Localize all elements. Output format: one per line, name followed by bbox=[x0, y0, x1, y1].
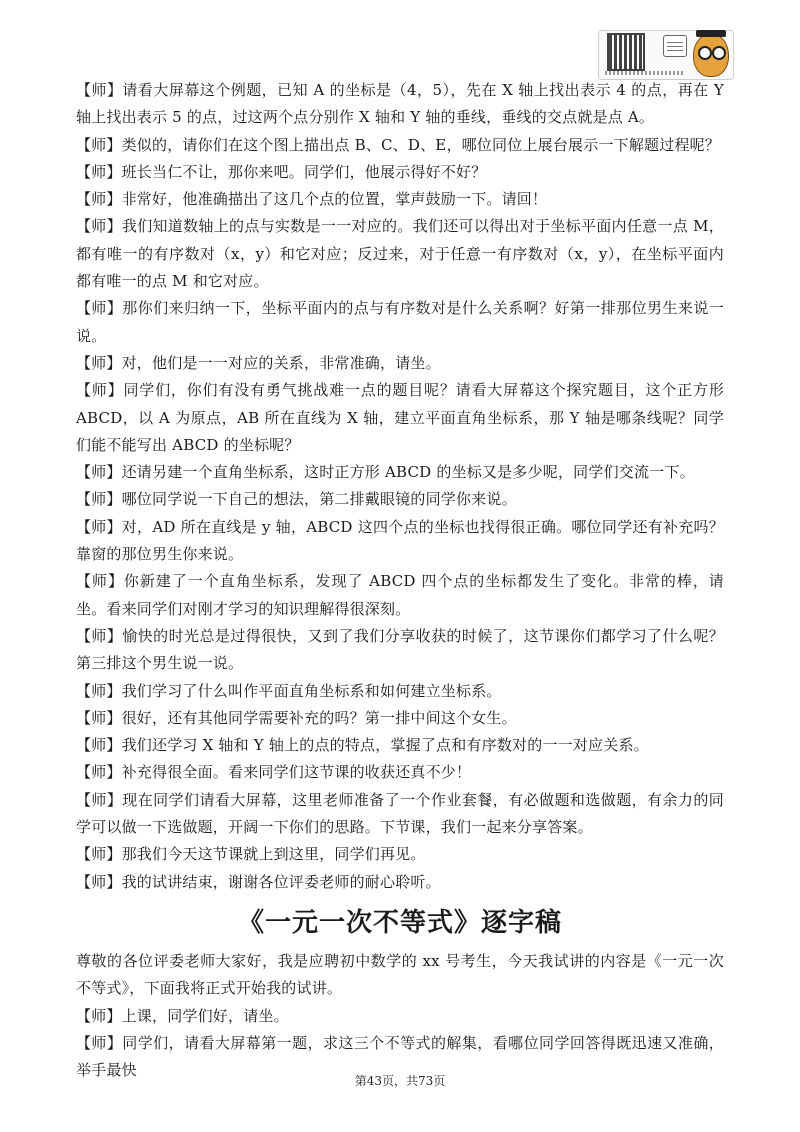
paragraph: 【师】愉快的时光总是过得很快，又到了我们分享收获的时候了，这节课你们都学习了什么呢？第三排这个男生说一说。 bbox=[76, 626, 724, 673]
paragraph: 【师】非常好，他准确描出了这几个点的位置，掌声鼓励一下。请回！ bbox=[76, 190, 548, 209]
paragraph: 【师】对，AD 所在直线是 y 轴，ABCD 这四个点的坐标也找得很正确。哪位同学还有补充吗？靠窗的那位男生你来说。 bbox=[76, 517, 724, 564]
page-footer: 第43页，共73页 bbox=[354, 1074, 446, 1088]
paragraph: 【师】同学们，你们有没有勇气挑战难一点的题目呢？请看大屏幕这个探究题目，这个正方形 ABCD，以 A 为原点，AB 所在直线为 X 轴，建立平面直角坐标系，那 Y 轴是哪条线呢？同学们能不能写出 ABCD 的坐标呢？ bbox=[76, 381, 724, 454]
paragraph: 【师】那我们今天这节课就上到这里，同学们再见。 bbox=[76, 845, 426, 864]
paragraph: 【师】我们还学习 X 轴和 Y 轴上的点的特点，掌握了点和有序数对的一一对应关系。 bbox=[76, 736, 649, 755]
paragraph: 【师】班长当仁不让，那你来吧。同学们，他展示得好不好？ bbox=[76, 162, 487, 181]
document-body bbox=[76, 77, 724, 1084]
paragraph: 【师】上课，同学们好，请坐。 bbox=[76, 1006, 289, 1025]
header-logo-badge bbox=[598, 30, 734, 80]
qr-caption-lines bbox=[605, 71, 685, 75]
paragraph: 【师】现在同学们请看大屏幕，这里老师准备了一个作业套餐，有必做题和选做题，有余力的同学可以做一下选做题，开阔一下你们的思路。下节课，我们一起来分享答案。 bbox=[76, 790, 724, 837]
qr-code-icon bbox=[609, 35, 643, 69]
section-title: 《一元一次不等式》逐字稿 bbox=[237, 907, 562, 938]
paragraph: 【师】同学们，请看大屏幕第一题，求这三个不等式的解集，看哪位同学回答得既迅速又准确，举手最快 bbox=[76, 1033, 724, 1080]
mascot-owl-icon bbox=[693, 33, 729, 77]
paragraph: 【师】我们学习了什么叫作平面直角坐标系和如何建立坐标系。 bbox=[76, 681, 502, 700]
speech-bubble-icon bbox=[663, 35, 687, 57]
paragraph: 【师】你新建了一个直角坐标系，发现了 ABCD 四个点的坐标都发生了变化。非常的棒，请坐。看来同学们对刚才学习的知识理解得很深刻。 bbox=[76, 572, 724, 618]
paragraph: 【师】类似的，请你们在这个图上描出点 B、C、D、E，哪位同位上展台展示一下解题过程呢？ bbox=[76, 135, 721, 154]
paragraph: 尊敬的各位评委老师大家好，我是应聘初中数学的 xx 号考生，今天我试讲的内容是《一元一次不等式》，下面我将正式开始我的试讲。 bbox=[76, 951, 724, 998]
paragraph: 【师】补充得很全面。看来同学们这节课的收获还真不少！ bbox=[76, 763, 472, 782]
paragraph: 【师】我们知道数轴上的点与实数是一一对应的。我们还可以得出对于坐标平面内任意一点 M，都有唯一的有序数对（x，y）和它对应；反过来，对于任意一有序数对（x，y），在坐标平面内都有唯一的点 M 和它对应。 bbox=[76, 217, 724, 291]
paragraph: 【师】还请另建一个直角坐标系，这时正方形 ABCD 的坐标又是多少呢，同学们交流一下。 bbox=[76, 463, 695, 482]
paragraph: 【师】我的试讲结束，谢谢各位评委老师的耐心聆听。 bbox=[76, 872, 441, 891]
paragraph: 【师】请看大屏幕这个例题，已知 A 的坐标是（4，5），先在 X 轴上找出表示 4 的点，再在 Y 轴上找出表示 5 的点，过这两个点分别作 X 轴和 Y 轴的垂线，垂线的交点就是点 A。 bbox=[76, 81, 724, 127]
paragraph: 【师】哪位同学说一下自己的想法，第二排戴眼镜的同学你来说。 bbox=[76, 490, 517, 509]
paragraph: 【师】对，他们是一一对应的关系，非常准确，请坐。 bbox=[76, 353, 441, 372]
paragraph: 【师】那你们来归纳一下，坐标平面内的点与有序数对是什么关系啊？好第一排那位男生来说一说。 bbox=[76, 299, 724, 345]
paragraph: 【师】很好，还有其他同学需要补充的吗？第一排中间这个女生。 bbox=[76, 708, 517, 727]
